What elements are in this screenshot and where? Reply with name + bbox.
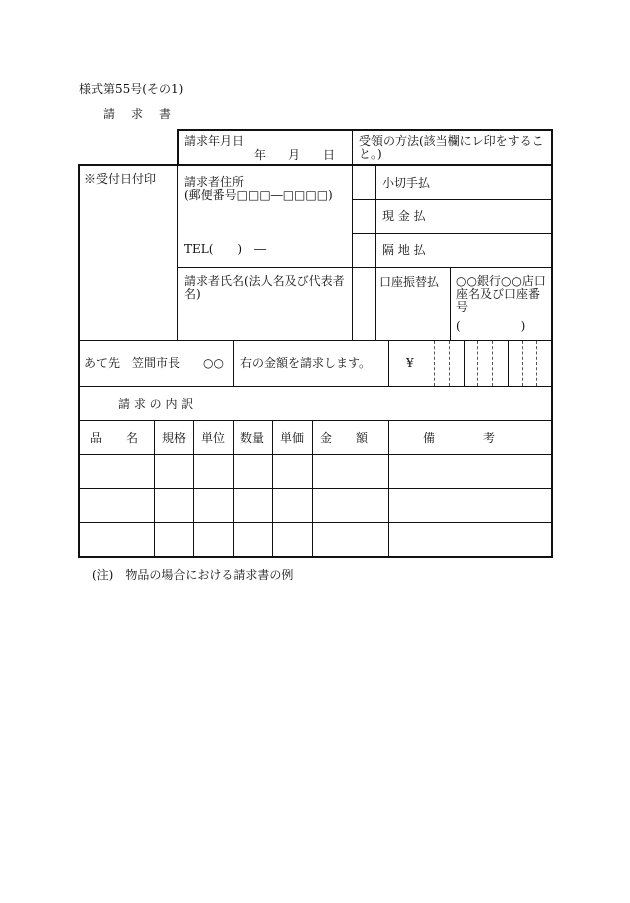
yen-mark: ¥ [406, 356, 414, 370]
request-date-label: 請求年月日 [184, 134, 245, 148]
amount-request-text: 右の金額を請求します。 [240, 356, 372, 370]
column-item-name: 品 名 [90, 431, 139, 445]
column-unit: 単位 [201, 431, 226, 445]
recipient-mark: ○○ [203, 356, 224, 370]
reception-stamp-label: ※受付日付印 [84, 172, 157, 186]
column-unit-price: 単価 [280, 431, 305, 445]
form-title: 請 求 書 [103, 107, 174, 121]
column-remarks: 備 考 [423, 431, 496, 445]
recipient-label: あて先 笠間市長 [84, 356, 181, 370]
claimant-address-label: 請求者住所 [184, 175, 245, 189]
receipt-method-label: 受領の方法(該当欄にレ印をすること。) [359, 134, 544, 161]
column-quantity: 数量 [240, 431, 265, 445]
tel-label: TEL( ) ― [184, 242, 267, 256]
payment-cash-label: 現 金 払 [382, 209, 426, 223]
date-day: 日 [323, 148, 336, 162]
breakdown-title: 請 求 の 内 訳 [118, 397, 194, 411]
payment-check-label: 小切手払 [382, 176, 431, 190]
form-number: 様式第55号(その1) [79, 82, 184, 96]
column-amount: 金 額 [320, 431, 369, 445]
date-year: 年 [254, 148, 267, 162]
postal-code-label: (郵便番号□□□―□□□□) [184, 188, 333, 202]
payment-transfer-label: 口座振替払 [379, 275, 440, 289]
bank-info-label: ○○銀行○○店口座名及び口座番号 [456, 274, 546, 314]
payment-remote-label: 隔 地 払 [382, 243, 426, 257]
footnote: (注) 物品の場合における請求書の例 [92, 568, 294, 582]
date-month: 月 [288, 148, 301, 162]
claimant-name-label: 請求者氏名(法人名及び代表者名) [184, 274, 345, 301]
bank-paren-label: ( ) [456, 319, 526, 333]
column-spec: 規格 [162, 431, 187, 445]
